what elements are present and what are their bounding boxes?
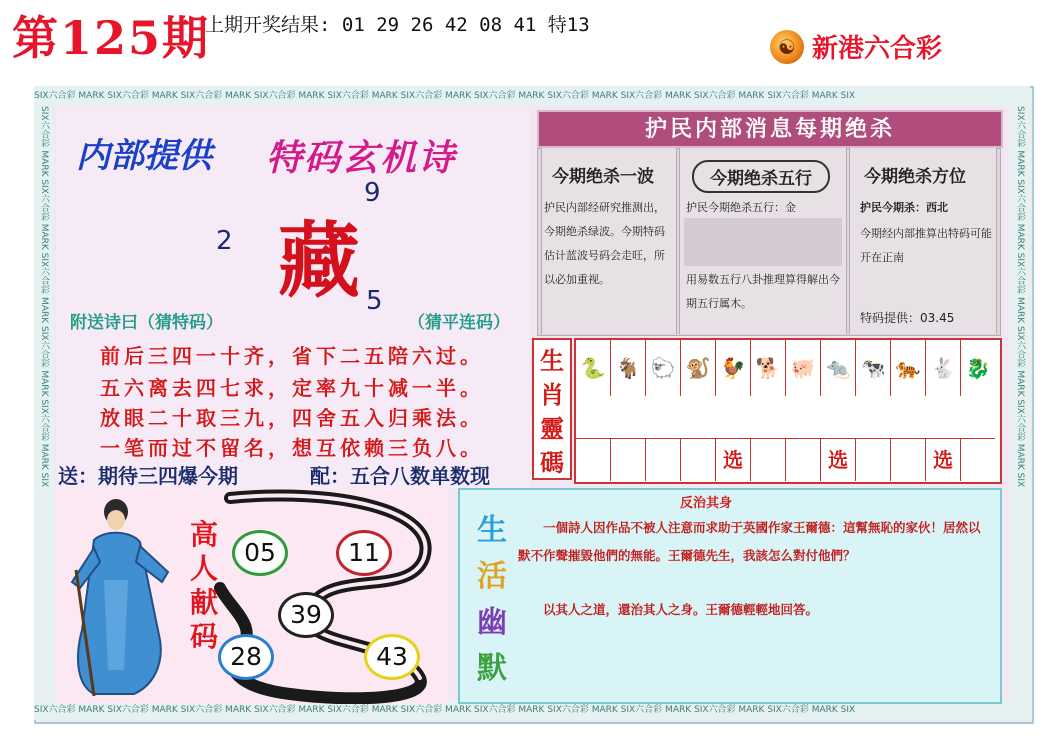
humor-side-char (470, 508, 514, 692)
zodiac-label-glyph: 靈 (540, 414, 564, 443)
issue-title: 第125期 (12, 11, 211, 65)
brand-name: 新港六合彩 (812, 34, 943, 64)
humor-side-glyph: 生 (477, 513, 507, 548)
kill-direction-line3: 特码提供：03.45 (860, 311, 955, 325)
frame-side-text: SIX六合彩 MARK SIX六合彩 MARK SIX六合彩 MARK SIX六合彩 MARK SIX六合彩 MARK SIX (39, 106, 49, 488)
zodiac-label (532, 338, 572, 480)
sage-label-glyph: 献 (189, 586, 218, 619)
frame-band-bottom: SIX六合彩 MARK SIX六合彩 MARK SIX六合彩 MARK SIX六合彩 MARK SIX六合彩 MARK SIX六合彩 MARK SIX六合彩 MARK SIX六合彩 MARK SIX六合彩 MARK SIX六合彩 MARK SIX六合彩 MARK SIX (34, 700, 1030, 720)
number-ball: 39 (278, 592, 334, 638)
number-ball: 11 (336, 530, 392, 576)
poem-line: 一笔而过不留名，想互依赖三负八。 (100, 436, 484, 460)
sage-label-glyph: 高 (189, 518, 218, 551)
humor-paragraph-1: 一個詩人因作品不被人注意而求助于英國作家王爾德：這幫無恥的家伙！居然以默不作聲摧毀他們的無能。王爾德先生，我該怎么對付他們？ (518, 520, 981, 563)
zodiac-table (574, 338, 1002, 484)
hint-number-bottom: 5 (366, 286, 383, 316)
sheep-icon: 🐑 (646, 340, 681, 396)
pair-line: 配：五合八数单数现 (310, 464, 490, 488)
zodiac-pick-cell (856, 438, 891, 481)
zodiac-label-glyph: 碼 (540, 448, 564, 477)
zodiac-pick-cell (611, 438, 646, 481)
zodiac-pick-cell (646, 438, 681, 481)
zodiac-pick-cell (751, 438, 786, 481)
kill-direction-line2: 今期经内部推算出特码可能开在正南 (860, 227, 992, 264)
zodiac-label-glyph: 生 (540, 346, 564, 375)
ox-icon: 🐄 (856, 340, 891, 396)
frame-side-text: SIX六合彩 MARK SIX六合彩 MARK SIX六合彩 MARK SIX六合彩 MARK SIX六合彩 MARK SIX (1015, 106, 1025, 488)
kill-element-line2: 用易数五行八卦推理算得解出今期五行属木。 (686, 273, 840, 310)
zodiac-pick-cell (891, 438, 926, 481)
zodiac-pick-cell (576, 438, 611, 481)
zodiac-pick-cell: 选 (716, 438, 751, 481)
rat-icon: 🐀 (821, 340, 856, 396)
poem-line: 放眼二十取三九，四舍五入归乘法。 (100, 406, 484, 430)
hint-character: 藏 (278, 213, 361, 309)
kill-element-shade (684, 218, 842, 266)
rooster-icon: 🐓 (716, 340, 751, 396)
dog-icon: 🐕 (751, 340, 786, 396)
sage-label (186, 518, 222, 654)
dragon-icon: 🐉 (965, 356, 991, 380)
monkey-icon: 🐒 (681, 340, 716, 396)
humor-side-glyph: 活 (477, 559, 507, 594)
tiger-icon: 🐅 (891, 340, 926, 396)
humor-side-glyph: 幽 (477, 605, 507, 640)
rabbit-icon: 🐇 (926, 340, 961, 396)
kill-header: 护民内部消息每期绝杀 (537, 110, 1003, 148)
humor-side-glyph: 默 (477, 651, 507, 686)
kill-direction-line1: 护民今期杀：西北 (860, 201, 948, 214)
frame-band-right (1010, 106, 1030, 700)
previous-result: 上期开奖结果: 01 29 26 42 08 41 特13 (205, 14, 590, 36)
poem-line: 前后三四一十齐，省下二五陪六过。 (100, 344, 484, 368)
zodiac-pick-cell: 选 (926, 438, 961, 481)
zodiac-pick-cell (786, 438, 821, 481)
hint-number-left: 2 (216, 226, 233, 256)
number-ball: 05 (232, 530, 288, 576)
poem-line: 五六离去四七求，定率九十减一半。 (100, 376, 484, 400)
humor-title: 反治其身 (680, 496, 733, 511)
poem-subtitle-right: （猜平连码） (408, 313, 510, 333)
goat-icon: 🐐 (611, 340, 646, 396)
zodiac-label-glyph: 肖 (540, 380, 564, 409)
send-line: 送：期待三四爆今期 (58, 464, 238, 488)
frame-band-top: SIX六合彩 MARK SIX六合彩 MARK SIX六合彩 MARK SIX六合彩 MARK SIX六合彩 MARK SIX六合彩 MARK SIX六合彩 MARK SIX六合彩 MARK SIX六合彩 MARK SIX六合彩 MARK SIX六合彩 MARK SIX (34, 86, 1030, 106)
zodiac-pick-cell: 选 (821, 438, 856, 481)
kill-element-title: 今期绝杀五行 (692, 160, 830, 193)
sage-figure-icon (64, 490, 182, 702)
sage-label-glyph: 码 (189, 620, 218, 653)
kill-element-line1: 护民今期绝杀五行：金 (686, 201, 796, 214)
pig-icon: 🐖 (786, 340, 821, 396)
brand-logo-icon: ☯ (770, 30, 804, 64)
kill-wave-title: 今期绝杀一波 (552, 167, 654, 187)
sage-label-glyph: 人 (189, 552, 218, 585)
frame-band-left (34, 106, 54, 700)
zodiac-pick-cell (961, 438, 995, 481)
zodiac-pick-cell (681, 438, 716, 481)
snake-icon: 🐍 (576, 340, 611, 396)
hint-number-top: 9 (364, 178, 381, 208)
kill-direction-title: 今期绝杀方位 (864, 167, 966, 187)
humor-side-label (470, 508, 514, 692)
kill-wave-text: 护民内部经研究推测出，今期绝杀绿波。今期特码估计蓝波号码会走旺，所以必加重视。 (544, 201, 665, 286)
number-ball: 43 (364, 634, 420, 680)
number-ball: 28 (218, 634, 274, 680)
inner-provide-title: 内部提供 (76, 136, 212, 176)
poem-title: 特码玄机诗 (266, 137, 457, 179)
humor-paragraph-2: 以其人之道，還治其人之身。王爾德輕輕地回答。 (543, 602, 819, 617)
poem-subtitle-left: 附送诗曰（猜特码） (70, 313, 223, 333)
